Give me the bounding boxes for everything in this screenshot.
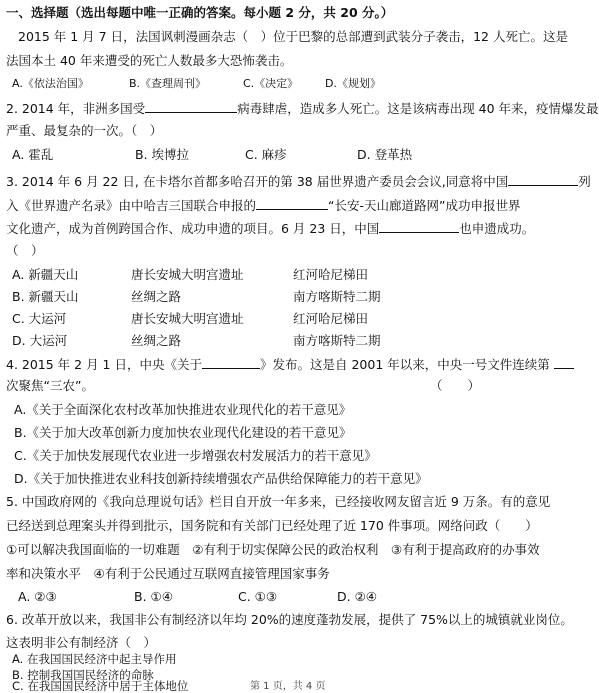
- q5-line4: 率和决策水平 ④有利于公民通过互联网直接管理国家事务: [6, 566, 330, 581]
- q5-option-b: B. ①④: [134, 589, 173, 604]
- q5-option-a: A. ②③: [18, 589, 57, 604]
- q1-option-d: D.《规划》: [325, 77, 381, 90]
- q4-option-a: A.《关于全面深化农村改革加快推进农业现代化的若干意见》: [14, 402, 352, 417]
- q3-text-a: 3. 2014 年 6 月 22 日, 在卡塔尔首都多哈召开的第 38 届世界遗产委员会会议,同意将中国: [6, 174, 509, 189]
- q3-option-b-label: B. 新疆天山: [12, 289, 79, 304]
- q4-text-a: 4. 2015 年 2 月 1 日，中央《关于: [6, 357, 202, 372]
- q2-line2: 严重、最复杂的一次。（ ）: [6, 123, 163, 138]
- q4-text-b: 》发布。这是自 2001 年以来，中央一号文件连续第: [259, 357, 550, 372]
- q3-text-b: 列: [578, 174, 591, 189]
- q3-option-d-c3: 南方喀斯特二期: [293, 333, 381, 348]
- q3-text-e: 文化遗产，成为首例跨国合作、成功申遗的项目。6 月 23 日，中国: [6, 221, 380, 236]
- q1-line1: 2015 年 1 月 7 日，法国讽刺漫画杂志（ ）位于巴黎的总部遭到武装分子袭击，12 人死亡。这是: [18, 29, 568, 44]
- q3-text-d: “长安-天山廊道路网”成功申报世界: [328, 198, 521, 213]
- q2-text-b: 病毒肆虐，造成多人死亡。这是该病毒出现 40 年来，疫情爆发最: [237, 101, 599, 116]
- q6-line2: 这表明非公有制经济（ ）: [6, 635, 157, 650]
- q2-text-a: 2. 2014 年，非洲多国受: [6, 101, 146, 116]
- q4-answer-paren: （ ）: [430, 378, 481, 393]
- q3-blank-1: [508, 172, 578, 186]
- q3-line3: [6, 219, 534, 237]
- q5-option-c: C. ①③: [238, 589, 278, 604]
- q1-option-a: A.《依法治国》: [12, 77, 89, 90]
- q2-blank: [145, 99, 237, 113]
- q4-option-d: D.《关于加快推进农业科技创新持续增强农产品供给保障能力的若干意见》: [14, 471, 428, 486]
- q2-option-d: D. 登革热: [357, 147, 413, 162]
- q3-option-b-c3: 南方喀斯特二期: [293, 289, 381, 304]
- q4-text-c: 次聚焦“三农”。: [6, 378, 94, 393]
- q3-option-b-c2: 丝绸之路: [131, 289, 182, 304]
- q1-option-c: C.《决定》: [243, 77, 299, 90]
- q3-line4: （ ）: [6, 243, 44, 258]
- q6-option-b: B. 控制我国国民经济的命脉: [12, 668, 154, 682]
- q6-option-c: C. 在我国国民经济中居于主体地位: [12, 679, 189, 693]
- q4-blank-1: [202, 355, 260, 369]
- q4-blank-2: [554, 355, 574, 369]
- q3-text-f: 也申遗成功。: [459, 221, 535, 236]
- q3-option-d-c2: 丝绸之路: [131, 333, 182, 348]
- q4-option-c: C.《关于加快发展现代农业进一步增强农村发展活力的若干意见》: [14, 448, 377, 463]
- q3-option-c-label: C. 大运河: [12, 311, 67, 326]
- q4-option-b: B.《关于加大改革创新力度加快农业现代化建设的若干意见》: [14, 425, 352, 440]
- q2-option-a: A. 霍乱: [12, 147, 54, 162]
- q2-line1: [6, 99, 599, 117]
- q6-line1: 6. 改革开放以来，我国非公有制经济以年均 20%的速度蓬勃发展，提供了 75%以上的城镇就业岗位。: [6, 612, 573, 627]
- q1-option-b: B.《查理周刊》: [129, 77, 207, 90]
- q3-option-a-label: A. 新疆天山: [12, 267, 79, 282]
- q5-line1: 5. 中国政府网的《我向总理说句话》栏目自开放一年多来，已经接收网友留言近 9 万条。有的意见: [6, 494, 551, 509]
- q3-text-c: 入《世界遗产名录》由中哈吉三国联合申报的: [6, 198, 257, 213]
- q1-line2: 法国本土 40 年来遭受的死亡人数最多大恐怖袭击。: [6, 53, 293, 68]
- q3-line1: [6, 172, 591, 190]
- q3-option-c-c3: 红河哈尼梯田: [293, 311, 369, 326]
- q3-option-d-label: D. 大运河: [12, 333, 68, 348]
- q3-option-a-c3: 红河哈尼梯田: [293, 267, 369, 282]
- q3-blank-3: [379, 219, 459, 233]
- q3-option-a-c2: 唐长安城大明宫遗址: [131, 267, 244, 282]
- q5-line2: 已经送到总理案头并得到批示，国务院和有关部门已经处理了近 170 件事项。网络问政（ ）: [6, 518, 538, 533]
- q3-blank-2: [256, 196, 328, 210]
- q2-option-c: C. 麻疹: [245, 147, 287, 162]
- q5-option-d: D. ②④: [337, 589, 377, 604]
- section-title: 一、选择题（选出每题中唯一正确的答案。每小题 2 分，共 20 分。）: [6, 5, 394, 20]
- q6-option-a: A. 在我国国民经济中起主导作用: [12, 652, 177, 666]
- q3-line2: [6, 196, 520, 214]
- q2-option-b: B. 埃博拉: [135, 147, 190, 162]
- q5-line3: ①可以解决我国面临的一切难题 ②有利于切实保障公民的政治权利 ③有利于提高政府的办事效: [6, 542, 540, 557]
- q3-option-c-c2: 唐长安城大明宫遗址: [131, 311, 244, 326]
- page-footer: 第 1 页，共 4 页: [250, 681, 326, 692]
- q4-line1: [6, 355, 574, 373]
- q4-line2: [6, 378, 94, 394]
